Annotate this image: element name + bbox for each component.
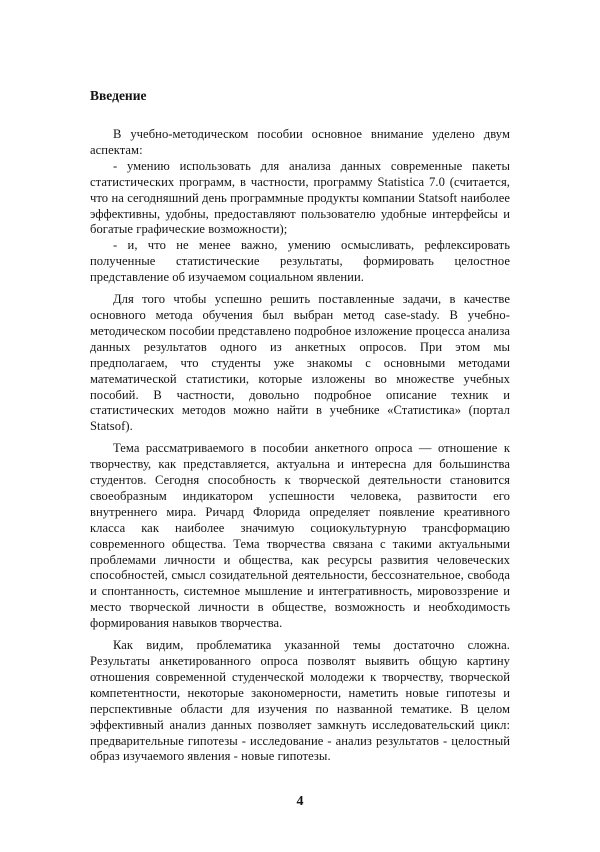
paragraph-intro: В учебно-методическом пособии основное внимание уделено двум аспектам: [90,127,510,157]
paragraph-aspect-one: - умению использовать для анализа данных современные пакеты статистических программ, в частности, программу Statistica 7.0 (считается, что на сегодняшний день программные продукты компании Statsoft наиболее эффективны, удобны, предоставляют пользователю удобные интерфейсы и богатые графические возможности); [90,158,510,237]
paragraph-method: Для того чтобы успешно решить поставленные задачи, в качестве основного метода обучения был выбран метод case-stady. В учебно-методическом пособии представлено подробное изложение процесса анализа данных результатов одного из анкетных опросов. При этом мы предполагаем, что студенты уже знакомы с основными методами математической статистики, которые изложены во множестве учебных пособий. В частности, довольно подробное описание техник и статистических методов можно найти в учебнике «Статистика» (портал Statsof). [90,292,510,434]
body-text [90,127,510,765]
page-number: 4 [296,794,304,809]
paragraph-aspect-two: - и, что не менее важно, умению осмысливать, рефлексировать полученные статистические результаты, формировать целостное представление об изучаемом социальном явлении. [90,238,510,285]
paragraph-topic: Тема рассматриваемого в пособии анкетного опроса — отношение к творчеству, как представляется, актуальна и интересна для большинства студентов. Сегодня способность к творческой деятельности становится своеобразным индикатором успешности человека, развитости его внутреннего мира. Ричард Флорида определяет появление креативного класса как наиболее значимую социокультурную трансформацию современного общества. Тема творчества связана с такими актуальными проблемами личности и общества, как ресурсы развития человеческих способностей, смысл созидательной деятельности, бессознательное, свобода и спонтанность, системное мышление и интегративность, мировоззрение и место творческой личности в обществе, возможность и необходимость формирования навыков творчества. [90,441,510,631]
section-heading: Введение [90,88,147,103]
paragraph-conclusion: Как видим, проблематика указанной темы достаточно сложна. Результаты анкетированного опроса позволят выявить общую картину отношения современной студенческой молодежи к творчеству, творческой компетентности, некоторые закономерности, наметить новые гипотезы и перспективные области для изучения по названной тематике. В целом эффективный анализ данных позволяет замкнуть исследовательский цикл: предварительные гипотезы - исследование - анализ результатов - целостный образ изучаемого явления - новые гипотезы. [90,638,510,764]
